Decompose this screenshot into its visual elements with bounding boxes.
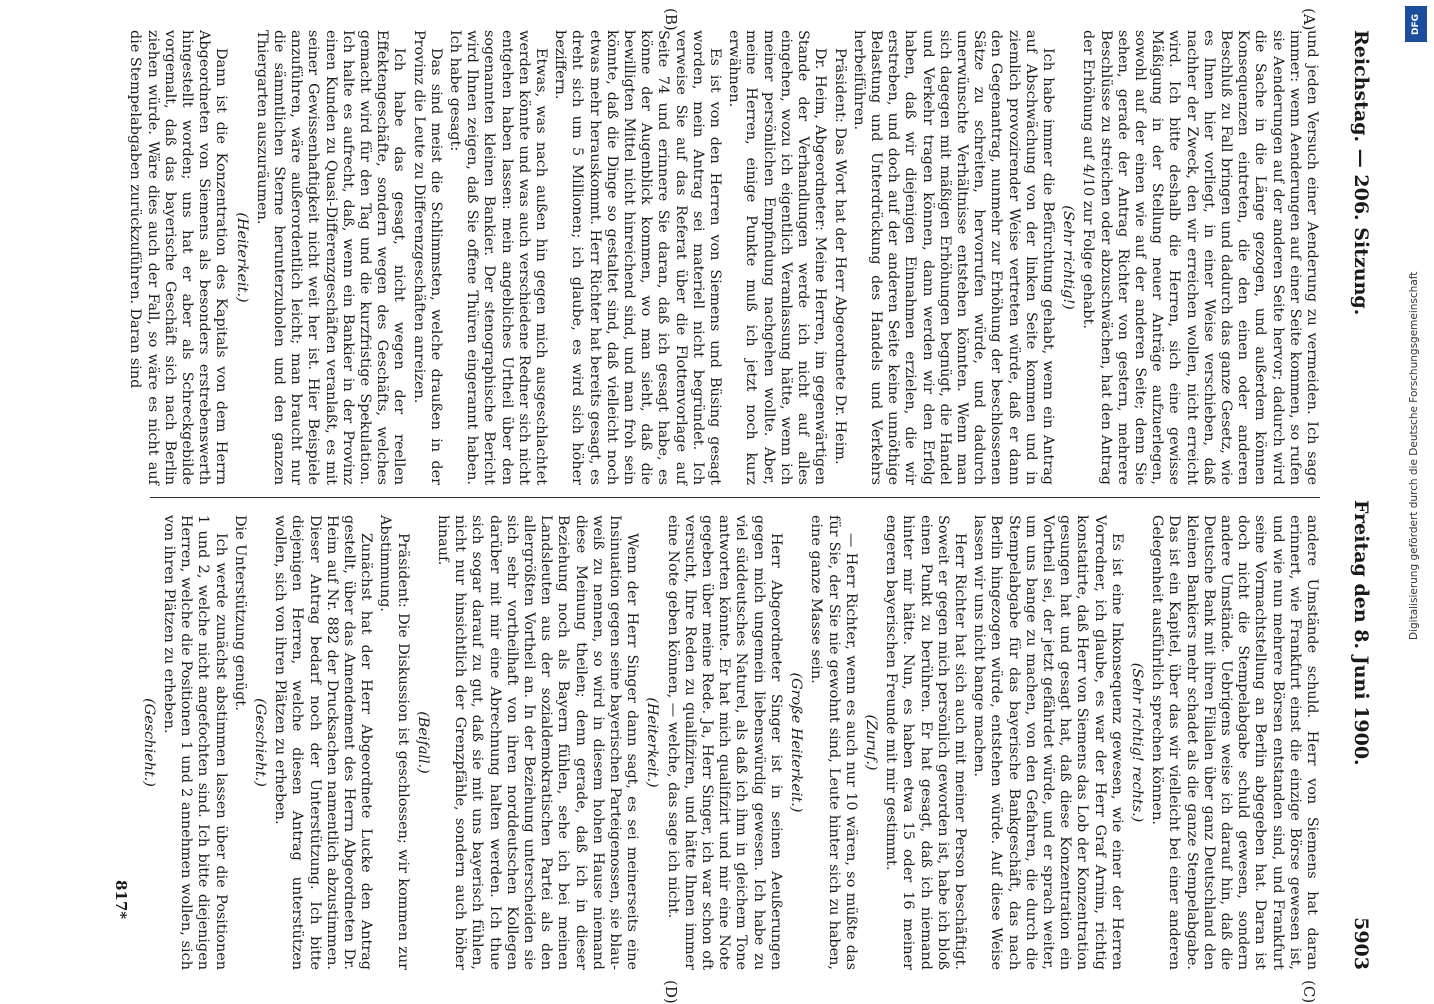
paragraph: Präsident: Das Wort hat der Herr Abgeordnete Dr. Heim. (831, 48, 848, 465)
interjection: (Heiterkeit.) (644, 697, 661, 788)
paragraph: Dr. Heim, Abgeordneter: Meine Herren, im gegenwärtigen Stande der Verhandlungen werde ich nicht auf alles eingehen, wozu ich eigentlich Veranlassung hätte, wenn ich meiner persönlichen Empfindung nachgehen wollte. Aber, meine Herren, einige Punkte muß ich jetzt noch kurz erwähnen. (726, 30, 829, 485)
paragraph: Ich habe immer die Befürchtung gehabt, wenn ein Antrag auf Abschwächung von der linken Seite kommen und in ziemlich provozirender Weise vertreten würde, daß er dann den Gegenantrag, nunmehr zur Erhöhung der beschlossenen Sätze zu schreiten, hervorrufen würde, und dadurch unerwünschte Verhältnisse entstehen könnten. Wenn man sich dagegen mit mäßigen Erhöhungen begnügt, die Handel und Verkehr tragen können, dann werden wir den Erfolg haben, daß wir diejenigen Einnahmen erzielen, die wir erstreben, und doch auf der anderen Seite keine unnöthige Belastung und Unterdrückung des Handels und Verkehrs herbeiführen. (850, 30, 1056, 485)
paragraph: Zunächst hat der Herr Abgeordnete Lucke den Antrag gestellt, über das Amendement des Herrn Abgeordneten Dr. Heim auf Nr. 882 der Drucksachen namentlich abzustimmen. Dieser Antrag bedarf noch der Unterstützung. Ich bitte diejenigen Herren, welche diesen Antrag unterstützen wollen, sich von ihren Plätzen zu erheben. (272, 515, 375, 970)
paragraph: Dann ist die Konzentration des Kapitals von dem Herrn Abgeordneten von Siemens als besonders erstrebenswerth hingestellt worden; uns hat er aber als Schreckgebilde vorgemalt, daß das bayerische Geschäft sich nach Berlin ziehen würde. Wäre dies auch der Fall, so wäre es nicht auf die Stempelabgaben zurückzuführen. Daran sind (127, 30, 230, 485)
margin-letter-d: (D) (662, 980, 680, 1004)
header-right-title: Freitag den 8. Juni 1900. (1350, 500, 1372, 766)
digitization-credit (1400, 0, 1434, 1000)
interjection: (Geschieht.) (252, 698, 269, 787)
paragraph: Präsident: Die Diskussion ist geschlossen; wir kommen zur Abstimmung. (377, 515, 411, 970)
paragraph: Ich habe das gesagt, nicht wegen der reellen Effektengeschäfte, sondern wegen des Geschäfts, welches gemacht wird für den Tag und die kurzfristige Spekulation. Ich halte es aufrecht, daß, wenn ein Bankier in der Provinz einen Kunden zu Quasi-Differenzgeschäften veranlaßt, es mit seiner Gewissenhaftigkeit nicht weit her ist. Hier Beispiele anzuführen, wäre außerordentlich leicht; man braucht nur die sämmtlichen Sterne herunterzuholen und den ganzen Thiergarten auszuräumen. (253, 30, 408, 485)
interjection: (Geschieht.) (140, 698, 157, 787)
paragraph: und jeden Versuch einer Aenderung zu vermeiden. Ich sage immer: wenn Aenderungen auf einer Seite kommen, so rufen sie Aenderungen auf der anderen Seite hervor; dadurch wird die Sache in die Länge gezogen, und außerdem können Konsequenzen eintreten, die den einen oder anderen Beschluß zu Fall bringen und dadurch das ganze Gesetz, wie es Ihnen hier vorliegt, in einer Weise verschieben, daß nachher der Zweck, den wir erreichen wollen, nicht erreicht wird. Ich bitte deshalb die Herren, sich eine gewisse Mäßigung in der Stellung neuer Anträge aufzuerlegen, sowohl auf der einen wie auf der anderen Seite; denn Sie sehen, gerade der Antrag Richter von gestern, mehrere Beschlüsse zu streichen oder abzuschwächen, hat den Antrag der Erhöhung auf 4/10 zur Folge gehabt. (1080, 30, 1320, 485)
column-divider (150, 497, 1320, 498)
paragraph: andere Umstände schuld. Herr von Siemens hat daran erinnert, wie Frankfurt einst die einzige Börse gewesen ist, und wie nun mehrere Börsen entstanden sind, und Frankfurt seine Vormachtstellung an Berlin abgegeben hat. Daran ist doch nicht die Stempelabgabe schuld gewesen, sondern andere Umstände. Uebrigens weise ich darauf hin, daß die Deutsche Bank mit ihren Filialen über ganz Deutschland den kleinen Bankiers mehr schadet als die ganze Stempelabgabe. Das ist ein Kapitel, über das wir vielleicht bei einer anderen Gelegenheit ausführlich sprechen können. (1149, 515, 1320, 970)
paragraph: Etwas, was nach außen hin gegen mich ausgeschlachtet werden könnte und was auch verschiedene Redner sich nicht entgehen haben lassen: mein angebliches Urtheil über den sogenannten kleinen Bankier. Der stenographische Bericht wird Ihnen zeigen, daß Sie offene Thüren eingerannt haben. Ich habe gesagt: (447, 30, 550, 485)
sheet-number: 817* (112, 880, 130, 920)
margin-letter-b: (B) (662, 8, 680, 31)
interjection: (Sehr richtig! rechts.) (1128, 662, 1145, 823)
paragraph: — Herr Richter, wenn es auch nur 10 wären, so müßte das für Sie, der Sie nie gewohnt sind, Leute hinter sich zu haben, eine ganze Masse sein. (808, 515, 859, 970)
paragraph: Wenn der Herr Singer dann sagt, es sei meinerseits eine Insinuation gegen seine bayerischen Parteigenossen, sie blau-weiß zu nennen, so wird in diesem hohen Hause niemand diese Meinung theilen; denn gerade, daß ich in dieser Beziehung noch als Bayern fühlen, sehe ich bei meinen Landsleuten aus der sozialdemokratischen Partei als den allergrößten Vortheil an. In der Beziehung unterscheiden sie sich sehr vortheilhaft von ihren norddeutschen Kollegen darüber mit mir eine Abrechnung halten werden. Ich thue sich sogar darauf zu gut, daß sie mit uns bayerisch fühlen, nicht nur hinsichtlich der Grenzpfähle, sondern auch höher hinauf. (435, 515, 641, 970)
left-column (127, 30, 1320, 485)
paragraph: Ich werde zunächst abstimmen lassen über die Positionen 1 und 2, welche nicht angefochten sind. Ich bitte diejenigen Herren, welche die Positionen 1 und 2 annehmen wollen, sich von ihren Plätzen zu erheben. (161, 515, 229, 970)
interjection: (Beifall.) (414, 711, 431, 774)
margin-letter-a: (A) (1300, 8, 1318, 31)
paragraph: Es ist eine Inkonsequenz gewesen, wie einer der Herren Vorredner, ich glaube, es war der Herr Graf Arnim, richtig konstatirte, daß Herr von Siemens das Lob der Konzentration gesungen hat und gesagt hat, daß diese Konzentration ein Vortheil sei, der jetzt gefährdet würde, und er sprach weiter, um uns bange zu machen, von den Gefahren, die durch die Stempelabgabe für das bayerische Bankgeschäft, das nach Berlin hingezogen würde, entstehen würde. Auf diese Weise lassen wir uns nicht bange machen. (971, 515, 1125, 970)
paragraph: Die Unterstützung genügt. (231, 515, 248, 711)
quotation: Das sind meist die Schlimmsten, welche draußen in der Provinz die Leute zu Differenzgeschäften anreizen. (410, 30, 444, 485)
paragraph: Herr Richter hat sich auch mit meiner Person beschäftigt. Soweit er gegen mich persönlich geworden ist, habe ich bloß einen Punkt zu berühren. Er hat gesagt, daß ich niemand hinter mir hätte. Nun, es haben etwa 15 oder 16 meiner engeren bayerischen Freunde mit mir gestimmt. (883, 515, 968, 970)
header-left-title: Reichstag. — 206. Sitzung. (1350, 30, 1372, 316)
dfg-logo-icon: DFG (1405, 6, 1427, 42)
paragraph: Es ist von den Herren von Siemens und Büsing gesagt worden, mein Antrag sei materiell nicht begründet. Ich verweise Sie auf das Referat über die Flottenvorlage auf Seite 74 und erinnere Sie daran, daß ich gesagt habe, es könne der Augenblick kommen, wo man sieht, daß die bewilligten Mittel nicht hinreichend sind, und man froh sein könnte, daß die Dinge so gestaltet sind, daß vielleicht noch etwas mehr herauskommt. Herr Richter hat bereits gesagt, es dreht sich um 5 Millionen; ich glaube, es wird sich höher beziffern. (552, 30, 724, 485)
margin-letter-c: (C) (1300, 980, 1318, 1004)
interjection: (Heiterkeit.) (233, 212, 250, 303)
paragraph: Herr Abgeordneter Singer ist in seinen Aeußerungen gegen mich ungemein liebenswürdig gewesen. Ich habe zu viel süddeutsches Naturel, als daß ich ihm in gleichem Tone antworten könnte. Er hat mich qualifizirt und mir eine Note gegeben über meine Rede. Ja, Herr Singer, ich war schon oft versucht, Ihre Reden zu qualifiziren, und hätte Ihnen immer eine Note geben können, — welche, das sage ich nicht. (664, 515, 784, 970)
interjection: (Zuruf.) (862, 714, 879, 771)
page-number: 5903 (1350, 917, 1372, 970)
right-column (140, 515, 1320, 970)
credit-text: Digitalisierung gefördert durch die Deutsche Forschungsgemeinschaft (1408, 271, 1420, 640)
interjection: (Große Heiterkeit.) (788, 672, 805, 813)
page-header (1338, 30, 1378, 970)
interjection: (Sehr richtig!) (1060, 205, 1077, 310)
